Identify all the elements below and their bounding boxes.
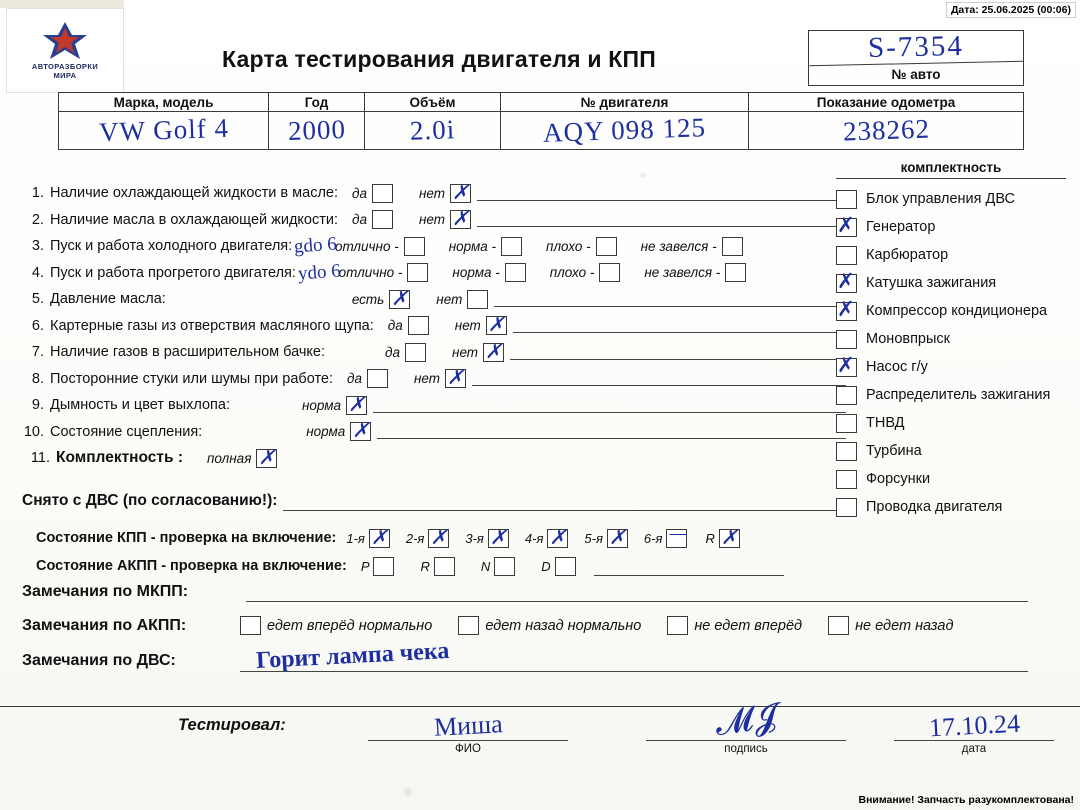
remarks-mkpp-line[interactable] <box>246 601 1028 602</box>
paper-smudge <box>640 172 646 178</box>
write-in-line <box>494 306 846 307</box>
checkbox[interactable] <box>666 529 687 548</box>
auto-number-value: S-7354 <box>809 29 1024 66</box>
checkbox[interactable] <box>367 369 388 388</box>
komplektnost-item[interactable] <box>836 493 1066 521</box>
item-label: Компрессор кондиционера <box>866 303 1048 319</box>
option-reverse-ok[interactable] <box>458 616 641 635</box>
snyato-line[interactable] <box>283 510 836 511</box>
checkbox[interactable] <box>369 529 390 548</box>
row-label: Дымность и цвет выхлопа: <box>50 397 230 414</box>
row-label: Комплектность : <box>56 449 183 467</box>
item-label: Форсунки <box>866 471 931 487</box>
remarks-akpp-row <box>22 616 1062 635</box>
gear-label: 4-я <box>524 530 544 546</box>
checkbox[interactable] <box>256 449 277 468</box>
remarks-akpp-label: Замечания по АКПП: <box>22 616 187 634</box>
option-net[interactable] <box>452 343 504 362</box>
paper-smudge <box>404 788 412 796</box>
komplektnost-item[interactable] <box>836 465 1066 493</box>
checkbox[interactable] <box>836 330 857 349</box>
checkbox[interactable] <box>389 290 410 309</box>
row-label: Наличие газов в расширительном бачке: <box>50 344 326 361</box>
akpp-mode-d[interactable] <box>541 557 575 576</box>
checkbox[interactable] <box>607 529 628 548</box>
snyato-label: Снято с ДВС (по согласованию!): <box>22 492 278 509</box>
option-label: не едет вперёд <box>694 617 803 634</box>
checkbox[interactable] <box>836 302 857 321</box>
checkbox[interactable] <box>836 470 857 489</box>
write-in-line <box>472 385 846 386</box>
row-label: Давление масла: <box>50 291 166 308</box>
row-label: Картерные газы из отверствия масляного щупа: <box>50 317 374 334</box>
checkbox[interactable] <box>501 237 522 256</box>
row-label: Состояние сцепления: <box>50 423 203 440</box>
checkbox[interactable] <box>240 616 261 635</box>
option-label: не едет назад <box>855 617 954 634</box>
item-label: Моновпрыск <box>866 331 951 347</box>
checkbox[interactable] <box>725 263 746 282</box>
option-label: нет <box>418 212 446 228</box>
option-label: норма <box>306 424 346 440</box>
checklist-row <box>22 366 852 393</box>
option-label: да <box>387 318 403 334</box>
col-header-volume: Объём <box>365 93 501 112</box>
checkbox[interactable] <box>836 274 857 293</box>
option-label: норма - <box>448 238 497 254</box>
gear-label: R <box>705 530 715 546</box>
checkbox[interactable] <box>599 263 620 282</box>
option-label: да <box>385 344 401 360</box>
checklist <box>22 180 852 472</box>
akpp-row <box>22 552 852 580</box>
option-net[interactable] <box>414 369 466 388</box>
komplektnost-item[interactable] <box>836 241 1066 269</box>
col-header-model: Марка, модель <box>59 93 269 112</box>
footer-warning: Внимание! Запчасть разукомплектована! <box>858 794 1074 806</box>
checklist-row <box>22 233 852 260</box>
checkbox[interactable] <box>486 316 507 335</box>
row-number: 9. <box>31 397 44 414</box>
checklist-row <box>22 419 852 446</box>
mode-label: N <box>480 558 491 574</box>
remarks-akpp-options <box>240 616 979 635</box>
checklist-row <box>22 286 852 313</box>
option-norma[interactable] <box>306 422 371 441</box>
option-est[interactable] <box>352 290 410 309</box>
item-label: Турбина <box>866 443 922 459</box>
option-label: нет <box>454 318 481 334</box>
handwritten-note: ydo 6 <box>297 260 342 285</box>
row-number: 1. <box>31 185 44 202</box>
checkbox[interactable] <box>372 184 393 203</box>
checklist-row <box>22 313 852 340</box>
option-forward-ok[interactable] <box>240 616 432 635</box>
fio-field[interactable] <box>368 709 568 755</box>
value-engine-no: AQY 098 125 <box>501 112 749 150</box>
option-label: отлично - <box>338 265 403 281</box>
option-ne-zavelsya[interactable] <box>641 237 743 256</box>
item-label: Блок управления ДВС <box>866 191 1016 207</box>
remarks-dvs-label: Замечания по ДВС: <box>22 652 176 669</box>
checkbox[interactable] <box>836 218 857 237</box>
company-logo <box>6 8 124 93</box>
row-number: 8. <box>31 370 44 387</box>
item-label: Насос г/у <box>866 359 928 375</box>
item-label: Генератор <box>866 219 936 235</box>
checkbox[interactable] <box>445 369 466 388</box>
option-label: да <box>352 212 367 228</box>
option-label: не завелся - <box>640 238 717 254</box>
value-year: 2000 <box>269 112 365 150</box>
checkbox[interactable] <box>547 529 568 548</box>
checklist-row <box>22 180 852 207</box>
row-label: Пуск и работа прогретого двигателя: <box>50 264 296 281</box>
option-da[interactable] <box>388 316 429 335</box>
komplektnost-title: комплектность <box>836 160 1066 179</box>
write-in-line <box>477 200 846 201</box>
option-label: есть <box>351 291 385 307</box>
akpp-mode-p[interactable] <box>361 557 395 576</box>
remarks-dvs-row <box>22 637 1062 674</box>
option-ne-zavelsya[interactable] <box>644 263 746 282</box>
write-in-line <box>513 332 846 333</box>
signature-caption: подпись <box>724 743 768 755</box>
komplektnost-item[interactable] <box>836 437 1066 465</box>
mode-label: D <box>541 558 551 574</box>
item-label: Катушка зажигания <box>866 275 997 291</box>
checklist-row <box>22 339 852 366</box>
kpp-block <box>22 524 852 580</box>
remarks-dvs-field[interactable] <box>240 637 1028 674</box>
option-norma[interactable] <box>302 396 367 415</box>
option-no-reverse[interactable] <box>828 616 953 635</box>
option-net[interactable] <box>419 184 471 203</box>
checkbox[interactable] <box>836 386 857 405</box>
option-net[interactable] <box>419 210 471 229</box>
option-label: полная <box>207 450 252 466</box>
option-polnaya[interactable] <box>207 449 277 468</box>
fio-handwriting: Миша <box>432 709 503 742</box>
checkbox[interactable] <box>450 184 471 203</box>
option-ploho[interactable] <box>546 237 617 256</box>
signature-mark: 𝓜𝓙 <box>712 697 779 744</box>
col-header-engine-no: № двигателя <box>501 93 749 112</box>
row-number: 11. <box>30 450 50 467</box>
remarks-dvs-line <box>240 671 1028 672</box>
table-header-row <box>59 93 1024 112</box>
option-otlichno[interactable] <box>339 263 429 282</box>
option-norma[interactable] <box>449 237 522 256</box>
komplektnost-item[interactable] <box>836 325 1066 353</box>
write-in-line <box>373 412 846 413</box>
signature-field[interactable] <box>646 697 846 755</box>
gear-label: 5-я <box>584 530 603 546</box>
checklist-row <box>22 207 852 234</box>
date-line <box>894 740 1054 741</box>
komplektnost-item[interactable] <box>836 185 1066 213</box>
option-label: нет <box>436 291 463 307</box>
checkbox[interactable] <box>836 442 857 461</box>
option-label: едет назад нормально <box>485 617 642 634</box>
option-norma[interactable] <box>452 263 525 282</box>
remarks-mkpp-label: Замечания по МКПП: <box>22 583 189 600</box>
option-net[interactable] <box>455 316 507 335</box>
checkbox[interactable] <box>828 616 849 635</box>
checkbox[interactable] <box>719 529 740 548</box>
option-label: отлично - <box>334 238 399 254</box>
option-label: не завелся - <box>644 265 721 281</box>
checkbox[interactable] <box>350 422 371 441</box>
row-label: Наличие охлаждающей жидкости в масле: <box>50 185 338 202</box>
checkbox[interactable] <box>667 616 688 635</box>
item-label: Проводка двигателя <box>866 499 1003 515</box>
checkbox[interactable] <box>836 414 857 433</box>
logo-line1: АВТОРАЗБОРКИ <box>31 62 99 72</box>
item-label: Карбюратор <box>866 247 949 263</box>
option-da[interactable] <box>347 369 388 388</box>
akpp-mode-r[interactable] <box>420 557 454 576</box>
vehicle-header-table <box>58 92 1024 150</box>
mode-label: P <box>360 558 370 574</box>
fio-line <box>368 740 568 741</box>
mkpp-row <box>22 524 852 552</box>
option-da[interactable] <box>385 343 426 362</box>
row-label: Пуск и работа холодного двигателя: <box>50 238 293 255</box>
option-label: норма <box>302 397 342 413</box>
checkbox[interactable] <box>596 237 617 256</box>
checkbox[interactable] <box>405 343 426 362</box>
checkbox[interactable] <box>836 246 857 265</box>
table-value-row <box>59 112 1024 150</box>
write-in-line <box>510 359 846 360</box>
row-label: Посторонние стуки или шумы при работе: <box>50 370 334 387</box>
gear-5[interactable] <box>584 529 628 548</box>
checkbox[interactable] <box>450 210 471 229</box>
option-label: нет <box>452 344 479 360</box>
paper-top-strip <box>124 0 1080 14</box>
option-label: нет <box>418 185 446 201</box>
snyato-row <box>22 492 842 510</box>
auto-number-box <box>808 30 1024 86</box>
gear-label: 3-я <box>465 530 484 546</box>
checkbox[interactable] <box>373 557 394 576</box>
mkpp-label: Состояние КПП - проверка на включение: <box>36 530 337 546</box>
akpp-mode-n[interactable] <box>481 557 515 576</box>
handwritten-remark: Горит лампа чека <box>255 637 450 674</box>
checkbox[interactable] <box>404 237 425 256</box>
option-label: да <box>352 185 367 201</box>
komplektnost-item[interactable] <box>836 297 1066 325</box>
auto-number-label: № авто <box>891 67 941 82</box>
checkbox[interactable] <box>346 396 367 415</box>
row-label: Наличие масла в охлаждающей жидкости: <box>50 211 338 228</box>
gear-reverse[interactable] <box>705 529 739 548</box>
option-label: нет <box>414 371 441 387</box>
option-da[interactable] <box>352 210 393 229</box>
option-otlichno[interactable] <box>335 237 425 256</box>
item-label: ТНВД <box>866 415 905 431</box>
gear-3[interactable] <box>465 529 509 548</box>
value-volume: 2.0i <box>365 112 501 150</box>
komplektnost-item[interactable] <box>836 353 1066 381</box>
option-label: да <box>347 371 362 387</box>
option-label: плохо - <box>549 265 595 281</box>
option-label: плохо - <box>546 238 591 254</box>
gear-label: 6-я <box>643 530 663 546</box>
gear-label: 1-я <box>346 530 365 546</box>
gear-1[interactable] <box>346 529 390 548</box>
row-number: 2. <box>31 211 44 228</box>
handwritten-note: gdo 6 <box>293 233 338 258</box>
col-header-year: Год <box>269 93 365 112</box>
option-label: норма - <box>452 265 500 281</box>
checklist-row <box>22 445 852 472</box>
checkbox[interactable] <box>488 529 509 548</box>
checkbox[interactable] <box>458 616 479 635</box>
checkbox[interactable] <box>836 190 857 209</box>
checkbox[interactable] <box>467 290 488 309</box>
row-number: 6. <box>31 317 44 334</box>
item-label: Распределитель зажигания <box>866 387 1051 403</box>
komplektnost-item[interactable] <box>836 269 1066 297</box>
gear-2[interactable] <box>406 529 450 548</box>
gear-4[interactable] <box>525 529 569 548</box>
gear-label: 2-я <box>405 530 425 546</box>
checkbox[interactable] <box>407 263 428 282</box>
date-caption: дата <box>961 743 987 755</box>
row-number: 4. <box>31 264 44 281</box>
logo-text <box>32 63 98 80</box>
row-number: 3. <box>31 238 44 255</box>
value-odometer: 238262 <box>749 112 1024 150</box>
write-in-line <box>477 226 846 227</box>
checkbox[interactable] <box>555 557 576 576</box>
fio-caption: ФИО <box>455 743 481 755</box>
date-stamp: Дата: 25.06.2025 (00:06) <box>946 2 1076 18</box>
gear-6[interactable] <box>644 529 688 548</box>
option-label: едет вперёд нормально <box>267 617 433 634</box>
checkbox[interactable] <box>408 316 429 335</box>
komplektnost-panel <box>836 160 1066 521</box>
checkbox[interactable] <box>434 557 455 576</box>
checklist-row <box>22 392 852 419</box>
date-handwriting: 17.10.24 <box>927 708 1021 743</box>
checkbox[interactable] <box>722 237 743 256</box>
komplektnost-item[interactable] <box>836 381 1066 409</box>
write-in-line <box>377 438 846 439</box>
date-field[interactable] <box>894 708 1054 755</box>
checkbox[interactable] <box>494 557 515 576</box>
komplektnost-item[interactable] <box>836 213 1066 241</box>
star-logo-icon <box>39 20 91 60</box>
checkbox[interactable] <box>483 343 504 362</box>
tested-by-label: Тестировал: <box>178 716 286 734</box>
checkbox[interactable] <box>428 529 449 548</box>
page-title: Карта тестирования двигателя и КПП <box>222 46 656 72</box>
logo-line2: МИРА <box>53 71 77 80</box>
option-ploho[interactable] <box>550 263 621 282</box>
remarks-mkpp-row <box>22 583 1062 601</box>
row-number: 5. <box>31 291 44 308</box>
mode-label: R <box>420 558 430 574</box>
value-model: VW Golf 4 <box>59 112 269 150</box>
checkbox[interactable] <box>836 358 857 377</box>
checkbox[interactable] <box>372 210 393 229</box>
checkbox[interactable] <box>505 263 526 282</box>
komplektnost-item[interactable] <box>836 409 1066 437</box>
akpp-line[interactable] <box>594 575 784 576</box>
row-number: 7. <box>31 344 44 361</box>
option-da[interactable] <box>352 184 393 203</box>
signature-divider <box>0 706 1080 707</box>
checklist-row <box>22 260 852 287</box>
option-net[interactable] <box>436 290 488 309</box>
row-number: 10. <box>23 423 44 440</box>
option-no-forward[interactable] <box>667 616 802 635</box>
akpp-label: Состояние АКПП - проверка на включение: <box>36 558 347 574</box>
col-header-odometer: Показание одометра <box>749 93 1024 112</box>
